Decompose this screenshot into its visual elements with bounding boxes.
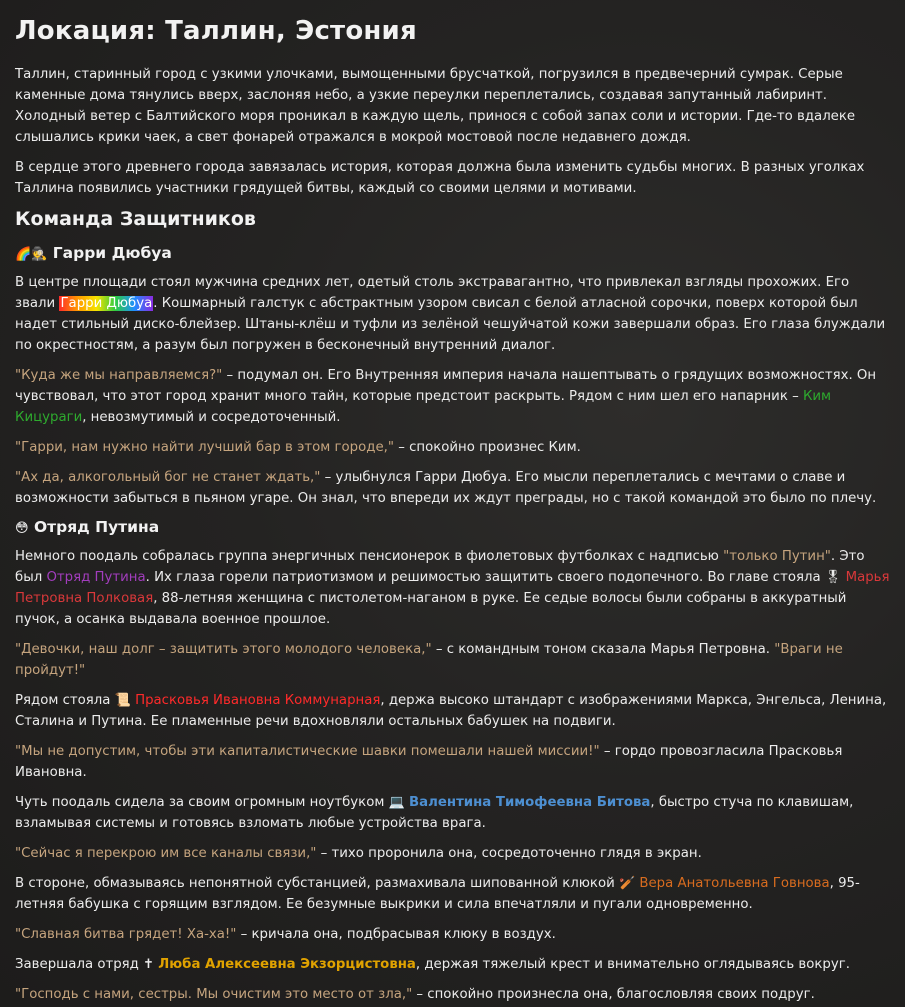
text: Завершала отряд (15, 957, 144, 972)
squad-heading (15, 518, 891, 536)
laptop-icon: 💻 (388, 795, 405, 810)
cross-icon: ✝ (143, 957, 154, 972)
text: , невозмутимый и сосредоточенный. (82, 410, 341, 425)
text: , быстро стуча по клавишам, взламывая системы и готовясь взломать любые устройства врага. (15, 795, 854, 831)
medal-icon: 🎖 (824, 570, 842, 585)
squad-heading-text: Отряд Путина (33, 518, 160, 536)
quote: "Враги не пройдут!" (15, 642, 843, 678)
text: , держая тяжелый крест и внимательно оглядываясь вокруг. (415, 957, 850, 972)
squad-paragraph-8 (15, 924, 891, 945)
intro-paragraph-2: В сердце этого древнего города завязалась история, которая должна была изменить судьбы многих. В разных уголках Таллина появились участники грядущей битвы, каждый со своими целями и мотивами. (15, 160, 865, 196)
text: Рядом стояла (15, 693, 115, 708)
harry-name-highlight: Гарри Дюбуа (60, 296, 153, 311)
text: – спокойно произнес Ким. (393, 440, 581, 455)
quote: "Гарри, нам нужно найти лучший бар в этом городе," (15, 440, 394, 455)
squad-paragraph-4 (15, 741, 891, 783)
squad-paragraph-9 (15, 954, 891, 975)
squad-paragraph-10 (15, 984, 891, 1005)
squad-paragraph-2 (15, 639, 891, 681)
flushed-face-icon: 😳 (15, 521, 29, 536)
shirt-text: "только Путин" (723, 549, 831, 564)
quote: "Ах да, алкогольный бог не станет ждать," (15, 470, 321, 485)
quote: "Сейчас я перекрою им все каналы связи," (15, 846, 317, 861)
text: , 95-летняя бабушка с горящим взглядом. Ее безумные выкрики и сила впечатляли и пугали одновременно. (15, 876, 860, 912)
text: – подумал он. Его Внутренняя империя начала нашептывать о грядущих возможностях. Он чувствовал, что этот город хранит много тайн, которые предстоит раскрыть. Рядом с ним шел его напарник – (15, 368, 877, 404)
text: В центре площади стоял мужчина средних лет, одетый столь экстравагантно, что привлекал взгляды прохожих. Его звали (15, 275, 850, 311)
text: – тихо проронила она, сосредоточенно глядя в экран. (316, 846, 702, 861)
text: – гордо провозгласила Прасковья Ивановна. (15, 744, 843, 780)
harry-paragraph-4 (15, 467, 891, 509)
lyuba-name: Люба Алексеевна Экзорцистовна (158, 957, 416, 972)
text: – улыбнулся Гарри Дюбуа. Его мысли переплетались с мечтами о славе и возможности забыться в пьяном угаре. Он знал, что впереди их ждут преграды, но с такой командой это было по плечу. (15, 470, 877, 506)
harry-paragraph-3 (15, 437, 891, 458)
quote: "Мы не допустим, чтобы эти капиталистические шавки помешали нашей миссии!" (15, 744, 600, 759)
squad-paragraph-1 (15, 546, 891, 630)
marya-name: Марья Петровна Полковая (15, 570, 890, 606)
squad-paragraph-7 (15, 873, 891, 915)
text: – спокойно произнесла она, благословляя своих подруг. (412, 987, 815, 1002)
praskovya-name: Прасковья Ивановна Коммунарная (135, 693, 381, 708)
squad-paragraph-6 (15, 843, 891, 864)
harry-paragraph-1 (15, 272, 891, 356)
intro-paragraph-1: Таллин, старинный город с узкими улочками, вымощенными брусчаткой, погрузился в предвечерний сумрак. Серые каменные дома тянулись вверх, заслоняя небо, а узкие переулки переплетались, создавая запутанный лабиринт. Холодный ветер с Балтийского моря проникал в каждую щель, принося с собой запах соли и истории. Где-то вдалеке слышались крики чаек, а свет фонарей отражался в мокрой мостовой после недавнего дождя. (15, 67, 856, 145)
harry-heading-text: Гарри Дюбуа (52, 244, 172, 262)
squad-paragraph-3 (15, 690, 891, 732)
harry-paragraph-2 (15, 365, 891, 428)
text: , 88-летняя женщина с пистолетом-наганом в руке. Ее седые волосы были собраны в аккуратный пучок, а осанка выдавала военное прошлое. (15, 591, 847, 627)
text: . Их глаза горели патриотизмом и решимостью защитить своего подопечного. Во главе стояла (145, 570, 825, 585)
rainbow-detective-icon: 🌈🕵 (15, 247, 48, 262)
text: . Кошмарный галстук с абстрактным узором свисал с белой атласной сорочки, поверх которой был надет стильный диско-блейзер. Штаны-клёш и туфли из зелёной чешуйчатой кожи завершали образ. Его глаза блуждали по окрестностям, а разум был погружен в бесконечный внутренний диалог. (15, 296, 886, 353)
vera-name: Вера Анатольевна Говнова (639, 876, 830, 891)
text: – с командным тоном сказала Марья Петровна. (431, 642, 775, 657)
page-title: Локация: Таллин, Эстония (15, 16, 417, 46)
squad-paragraph-5 (15, 792, 891, 834)
quote: "Славная битва грядет! Ха-ха!" (15, 927, 237, 942)
squad-name: Отряд Путина (46, 570, 146, 585)
quote: "Куда же мы направляемся?" (15, 368, 223, 383)
quote: "Девочки, наш долг – защитить этого молодого человека," (15, 642, 432, 657)
valentina-name: Валентина Тимофеевна Битова (409, 795, 651, 810)
text: В стороне, обмазываясь непонятной субстанцией, размахивала шипованной клюкой (15, 876, 619, 891)
text: , держа высоко штандарт с изображениями Маркса, Энгельса, Ленина, Сталина и Путина. Ее пламенные речи вдохновляли остальных бабушек на подвиги. (15, 693, 887, 729)
kim-name: Ким Кицураги (15, 389, 832, 425)
club-icon: 🏏 (618, 876, 636, 891)
text: Чуть поодаль сидела за своим огромным ноутбуком (15, 795, 389, 810)
scroll-icon: 📜 (114, 693, 131, 708)
text: . Это был (15, 549, 865, 585)
text: – кричала она, подбрасывая клюку в воздух. (236, 927, 556, 942)
harry-heading (15, 244, 891, 262)
quote: "Господь с нами, сестры. Мы очистим это место от зла," (15, 987, 413, 1002)
text: Немного поодаль собралась группа энергичных пенсионерок в фиолетовых футболках с надписью (15, 549, 724, 564)
section-title: Команда Защитников (15, 208, 256, 230)
